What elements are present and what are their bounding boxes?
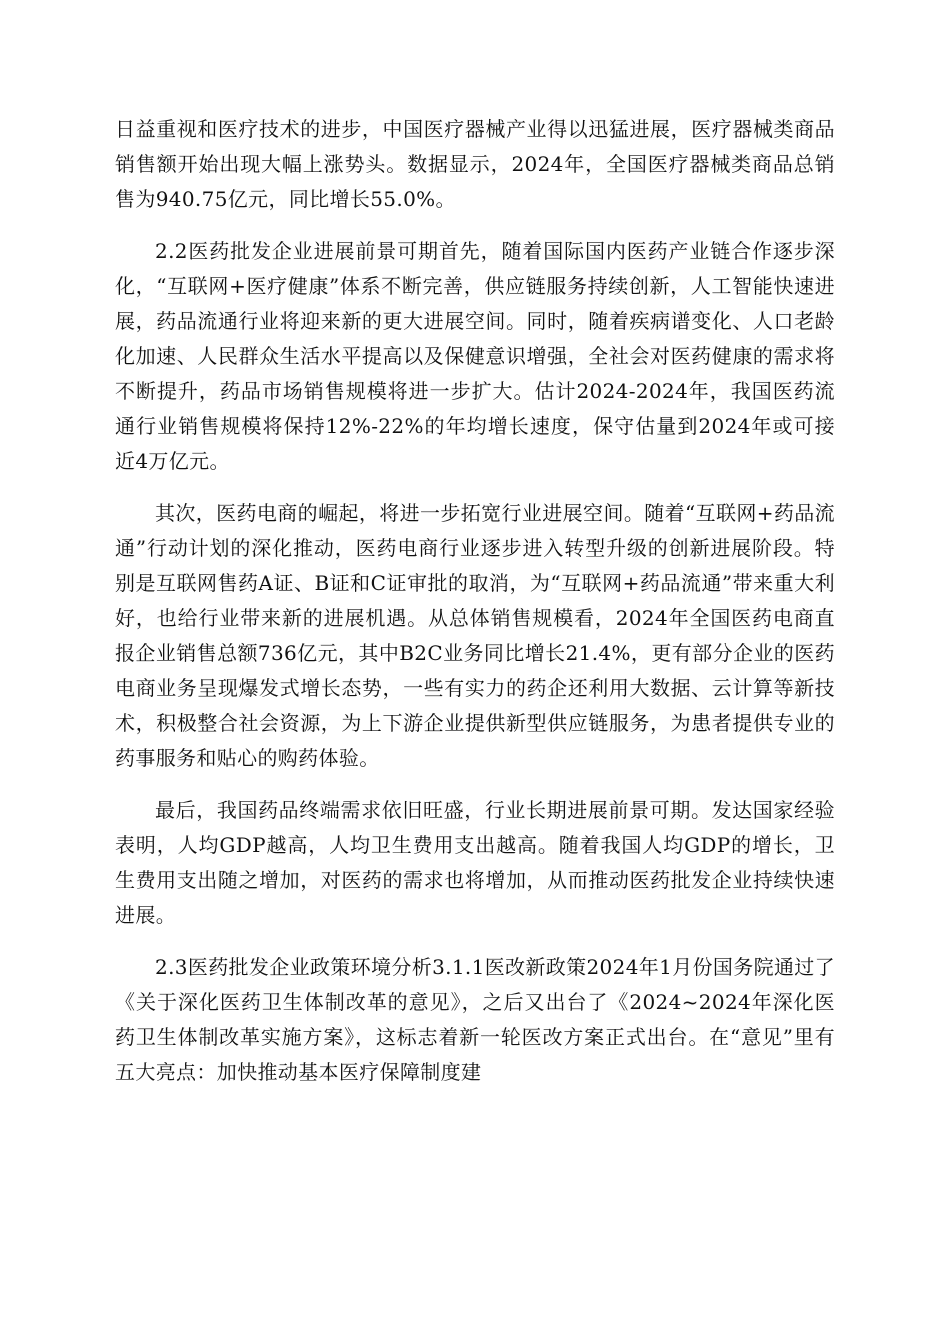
paragraph-policy-environment: 2.3医药批发企业政策环境分析3.1.1医改新政策2024年1月份国务院通过了《关于深化医药卫生体制改革的意见》，之后又出台了《2024~2024年深化医药卫生体制改革实施方案》，这标志着新一轮医改方案正式出台。在“意见”里有五大亮点：加快推动基本医疗保障制度建 bbox=[115, 955, 835, 1084]
paragraph-terminal-demand: 最后，我国药品终端需求依旧旺盛，行业长期进展前景可期。发达国家经验表明，人均GDP越高，人均卫生费用支出越高。随着我国人均GDP的增长，卫生费用支出随之增加，对医药的需求也将增加，从而推动医药批发企业持续快速进展。 bbox=[115, 798, 835, 927]
paragraph-ecommerce: 其次，医药电商的崛起，将进一步拓宽行业进展空间。随着“互联网+药品流通”行动计划的深化推动，医药电商行业逐步进入转型升级的创新进展阶段。特别是互联网售药A证、B证和C证审批的取消，为“互联网+药品流通”带来重大利好，也给行业带来新的进展机遇。从总体销售规模看，2024年全国医药电商直报企业销售总额736亿元，其中B2C业务同比增长21.4%，更有部分企业的医药电商业务呈现爆发式增长态势，一些有实力的药企还利用大数据、云计算等新技术，积极整合社会资源，为上下游企业提供新型供应链服务，为患者提供专业的药事服务和贴心的购药体验。 bbox=[115, 501, 835, 770]
paragraph-wholesale-prospects: 2.2医药批发企业进展前景可期首先，随着国际国内医药产业链合作逐步深化，“互联网+医疗健康”体系不断完善，供应链服务持续创新，人工智能快速进展，药品流通行业将迎来新的更大进展空间。同时，随着疾病谱变化、人口老龄化加速、人民群众生活水平提高以及保健意识增强，全社会对医药健康的需求将不断提升，药品市场销售规模将进一步扩大。估计2024-2024年，我国医药流通行业销售规模将保持12%-22%的年均增长速度，保守估量到2024年或可接近4万亿元。 bbox=[115, 239, 835, 473]
paragraph-device-sales: 日益重视和医疗技术的进步，中国医疗器械产业得以迅猛进展，医疗器械类商品销售额开始出现大幅上涨势头。数据显示，2024年，全国医疗器械类商品总销售为940.75亿元，同比增长55.0%。 bbox=[115, 117, 835, 211]
document-body bbox=[115, 112, 835, 1107]
